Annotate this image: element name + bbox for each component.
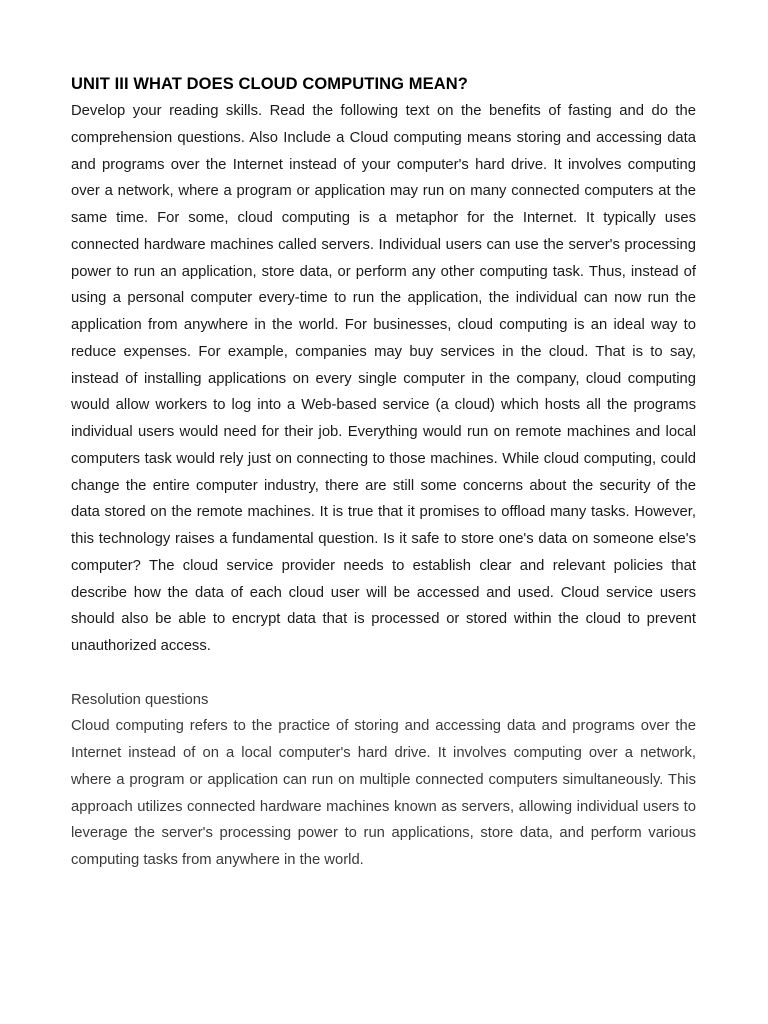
resolution-paragraph: Cloud computing refers to the practice of storing and accessing data and programs over the Internet instead of on a local computer's hard drive. It involves computing over a network, where a program or application can run on multiple connected computers simultaneously. This approach utilizes connected hardware machines known as servers, allowing individual users to leverage the server's processing power to run applications, store data, and perform various computing tasks from anywhere in the world.	[71, 718, 696, 868]
body-paragraph: Develop your reading skills. Read the following text on the benefits of fasting and do the comprehension questions. Also Include a Cloud computing means storing and accessing data and programs over the Internet instead of your computer's hard drive. It involves computing over a network, where a program or application may run on many connected computers at the same time. For some, cloud computing is a metaphor for the Internet. It typically uses connected hardware machines called servers. Individual users can use the server's processing power to run an application, store data, or perform any other computing task. Thus, instead of using a personal computer every-time to run the application, the individual can now run the application from anywhere in the world. For businesses, cloud computing is an ideal way to reduce expenses. For example, companies may buy services in the cloud. That is to say, instead of installing applications on every single computer in the company, cloud computing would allow workers to log into a Web-based service (a cloud) which hosts all the programs individual users would need for their job. Everything would run on remote machines and local computers task would rely just on connecting to those machines. While cloud computing, could change the entire computer industry, there are still some concerns about the security of the data stored on the remote machines. It is true that it promises to offload many tasks. However, this technology raises a fundamental question. Is it safe to store one's data on someone else's computer? The cloud service provider needs to establish clear and relevant policies that describe how the data of each cloud user will be accessed and used. Cloud service users should also be able to encrypt data that is processed or stored within the cloud to prevent unauthorized access.	[71, 103, 696, 654]
document-page	[71, 74, 696, 874]
resolution-heading: Resolution questions	[71, 691, 209, 708]
page-title: UNIT III WHAT DOES CLOUD COMPUTING MEAN?	[71, 75, 468, 93]
